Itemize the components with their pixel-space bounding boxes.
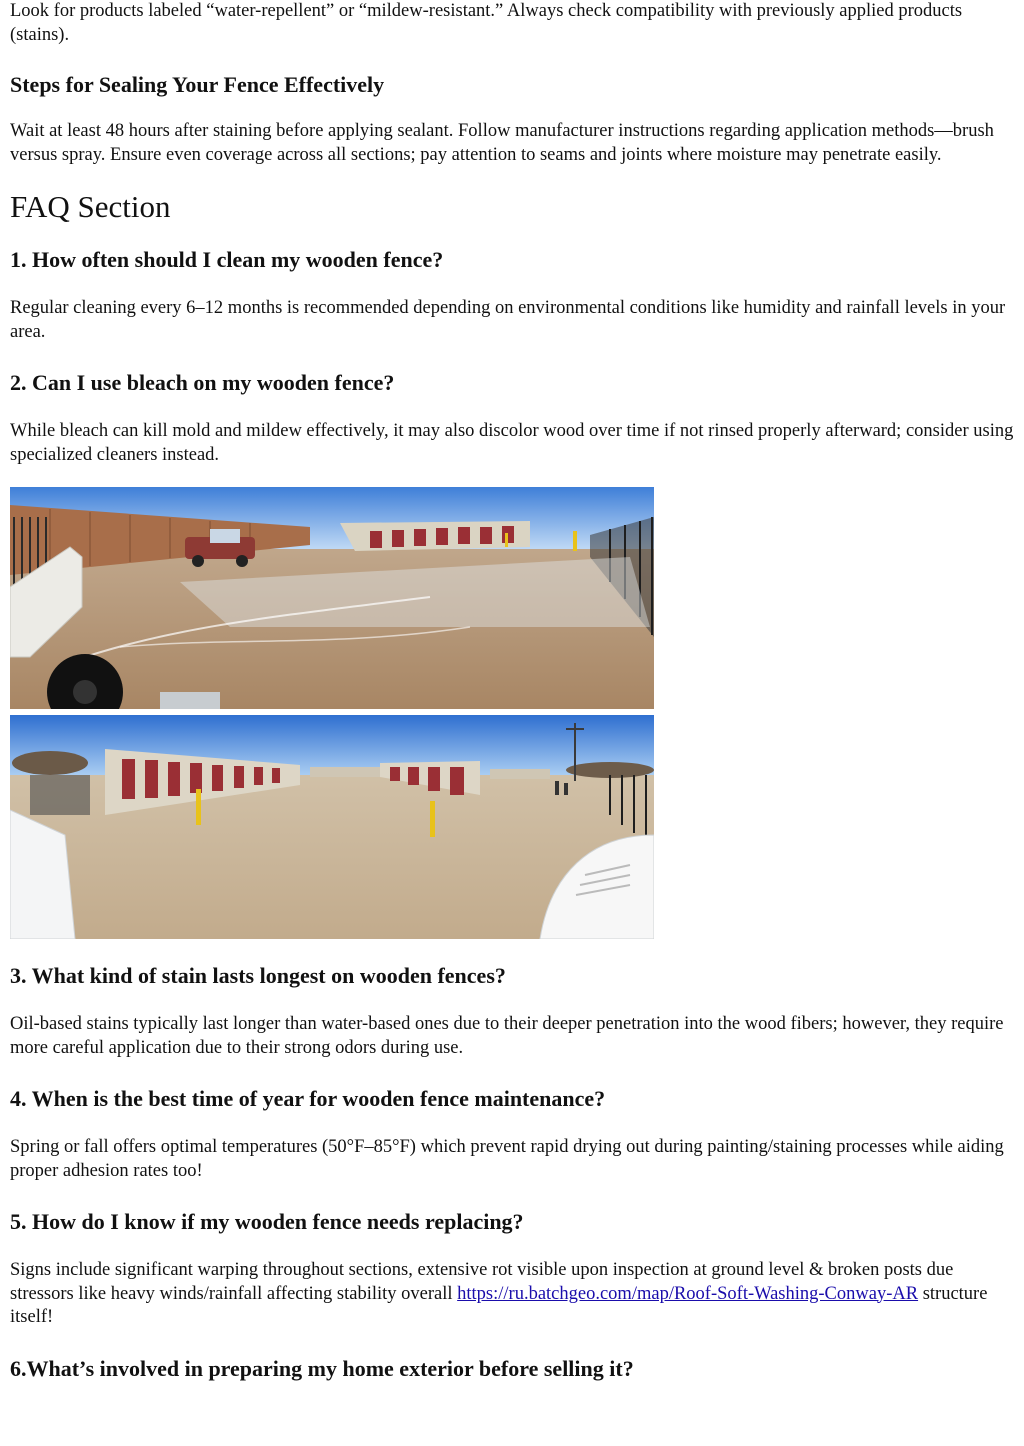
faq-question-1: 1. How often should I clean my wooden fence? — [10, 247, 444, 272]
storage-lot-photo-clean — [10, 715, 654, 939]
sealing-paragraph: Wait at least 48 hours after staining before applying sealant. Follow manufacturer instructions regarding application methods—brush versus spray. Ensure even coverage across all sections; pay attention to seams and joints where moisture may penetrate easily. — [10, 121, 994, 165]
faq-answer-3: Oil-based stains typically last longer than water-based ones due to their deeper penetration into the wood fibers; however, they require more careful application due to their strong odors during use. — [10, 1014, 1004, 1058]
intro-paragraph: Look for products labeled “water-repellent” or “mildew-resistant.” Always check compatibility with previously applied products (stains). — [10, 1, 963, 45]
faq-question-5: 5. How do I know if my wooden fence needs replacing? — [10, 1209, 524, 1234]
faq-question-2: 2. Can I use bleach on my wooden fence? — [10, 370, 395, 395]
faq-question-3: 3. What kind of stain lasts longest on wooden fences? — [10, 963, 506, 988]
sealing-heading: Steps for Sealing Your Fence Effectively — [10, 72, 385, 97]
batchgeo-link[interactable]: https://ru.batchgeo.com/map/Roof-Soft-Washing-Conway-AR — [457, 1283, 919, 1304]
faq-answer-1: Regular cleaning every 6–12 months is recommended depending on environmental conditions like humidity and rainfall levels in your area. — [10, 298, 1006, 342]
faq-heading: FAQ Section — [10, 189, 171, 224]
faq-answer-4: Spring or fall offers optimal temperatures (50°F–85°F) which prevent rapid drying out during painting/staining processes while aiding proper adhesion rates too! — [10, 1137, 1004, 1181]
storage-lot-photo-wet — [10, 487, 654, 709]
faq-answer-5 — [10, 1259, 1014, 1330]
faq-answer-2: While bleach can kill mold and mildew effectively, it may also discolor wood over time if not rinsed properly afterward; consider using specialized cleaners instead. — [10, 421, 1014, 465]
faq-question-4: 4. When is the best time of year for wooden fence maintenance? — [10, 1086, 606, 1111]
faq-answer-5-tail: structure itself! — [10, 1283, 988, 1327]
faq-question-6: 6.What’s involved in preparing my home exterior before selling it? — [10, 1355, 634, 1381]
faq-answer-5-text: Signs include significant warping throughout sections, extensive rot visible upon inspection at ground level & broken posts due stressors like heavy winds/rainfall affecting stability overall — [10, 1260, 954, 1304]
